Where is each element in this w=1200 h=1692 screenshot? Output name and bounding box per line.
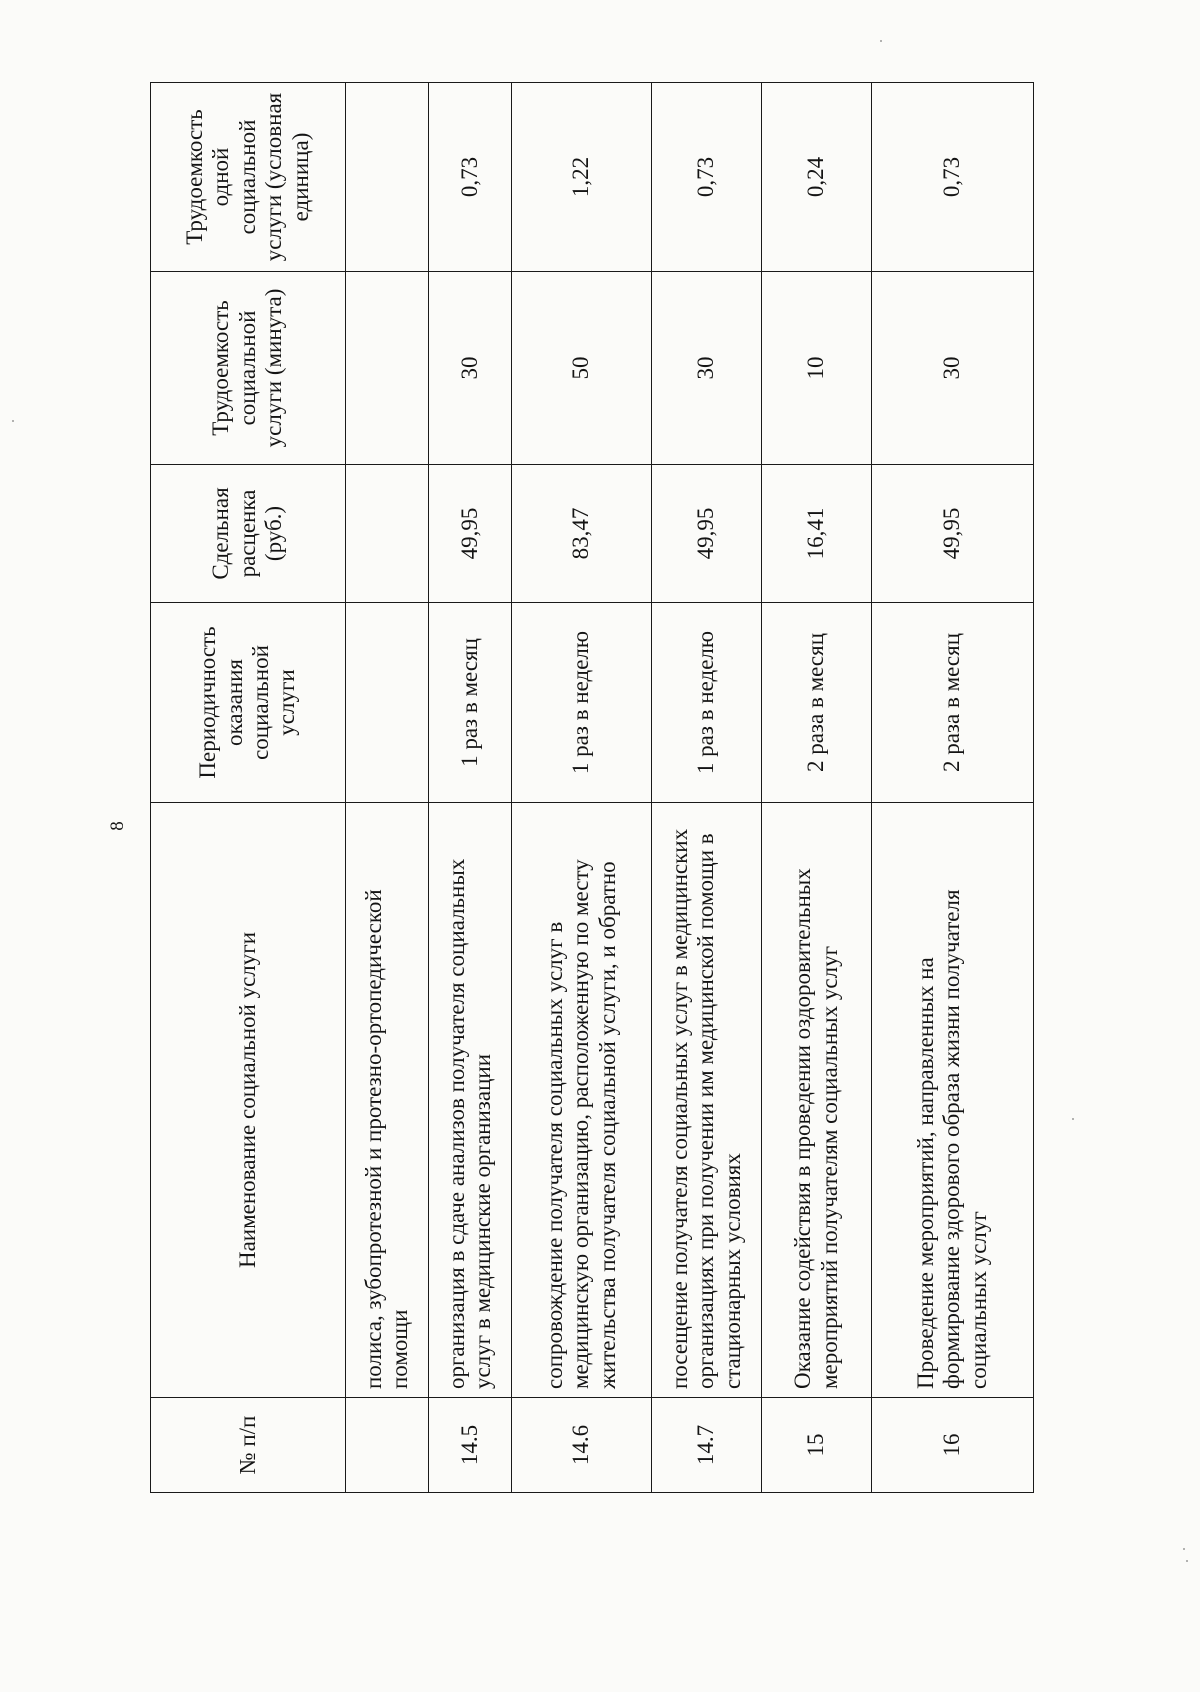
row-labor-unit: 0,73 bbox=[872, 83, 1034, 272]
row-rate: 49,95 bbox=[429, 465, 512, 603]
row-rate: 49,95 bbox=[652, 465, 762, 603]
scan-speck bbox=[1072, 1118, 1074, 1120]
row-rate: 16,41 bbox=[762, 465, 872, 603]
row-num: 14.6 bbox=[512, 1398, 652, 1493]
row-labor-min: 30 bbox=[429, 272, 512, 465]
scan-speck bbox=[12, 420, 14, 422]
table-row bbox=[872, 83, 1034, 1493]
row-labor-min: 10 bbox=[762, 272, 872, 465]
row-labor-min: 50 bbox=[512, 272, 652, 465]
row-periodicity: 1 раз в неделю bbox=[512, 603, 652, 803]
row-labor-min: 30 bbox=[872, 272, 1034, 465]
header-labor-unit: Трудоемкость одной социальной услуги (условная единица) bbox=[151, 83, 346, 272]
table-row bbox=[762, 83, 872, 1493]
header-name: Наименование социальной услуги bbox=[151, 803, 346, 1398]
row-periodicity bbox=[346, 603, 429, 803]
row-name: Проведение мероприятий, направленных на формирование здорового образа жизни получателя социальных услуг bbox=[872, 803, 1034, 1398]
row-name: сопровождение получателя социальных услуг в медицинскую организацию, расположенную по месту жительства получателя социальной услуги, и обратно bbox=[512, 803, 652, 1398]
row-labor-unit: 1,22 bbox=[512, 83, 652, 272]
header-num: № п/п bbox=[151, 1398, 346, 1493]
header-periodicity: Периодичность оказания социальной услуги bbox=[151, 603, 346, 803]
header-rate: Сдельная расценка (руб.) bbox=[151, 465, 346, 603]
row-labor-unit: 0,73 bbox=[652, 83, 762, 272]
row-name: организация в сдаче анализов получателя социальных услуг в медицинские организации bbox=[429, 803, 512, 1398]
scan-speck bbox=[1183, 1548, 1185, 1550]
rotated-table-wrapper bbox=[150, 83, 1033, 1493]
row-num: 14.5 bbox=[429, 1398, 512, 1493]
row-periodicity: 1 раз в месяц bbox=[429, 603, 512, 803]
row-num bbox=[346, 1398, 429, 1493]
scan-speck bbox=[880, 40, 882, 42]
row-name: посещение получателя социальных услуг в медицинских организациях при получении им медицинской помощи в стационарных условиях bbox=[652, 803, 762, 1398]
row-rate bbox=[346, 465, 429, 603]
header-labor-min: Трудоемкость социальной услуги (минута) bbox=[151, 272, 346, 465]
row-rate: 49,95 bbox=[872, 465, 1034, 603]
row-periodicity: 2 раза в месяц bbox=[872, 603, 1034, 803]
services-table bbox=[150, 82, 1034, 1493]
row-rate: 83,47 bbox=[512, 465, 652, 603]
row-num: 16 bbox=[872, 1398, 1034, 1493]
table-row bbox=[429, 83, 512, 1493]
table-row bbox=[512, 83, 652, 1493]
row-periodicity: 2 раза в месяц bbox=[762, 603, 872, 803]
table-header-row bbox=[151, 83, 346, 1493]
row-labor-unit: 0,24 bbox=[762, 83, 872, 272]
table-row bbox=[652, 83, 762, 1493]
table-row bbox=[346, 83, 429, 1493]
row-labor-min bbox=[346, 272, 429, 465]
row-name: полиса, зубопротезной и протезно-ортопедической помощи bbox=[346, 803, 429, 1398]
row-periodicity: 1 раз в неделю bbox=[652, 603, 762, 803]
row-num: 15 bbox=[762, 1398, 872, 1493]
row-labor-unit bbox=[346, 83, 429, 272]
row-labor-unit: 0,73 bbox=[429, 83, 512, 272]
scan-speck bbox=[1186, 1560, 1188, 1562]
row-name: Оказание содействия в проведении оздоровительных мероприятий получателям социальных услуг bbox=[762, 803, 872, 1398]
row-labor-min: 30 bbox=[652, 272, 762, 465]
row-num: 14.7 bbox=[652, 1398, 762, 1493]
page-number: 8 bbox=[107, 821, 128, 831]
